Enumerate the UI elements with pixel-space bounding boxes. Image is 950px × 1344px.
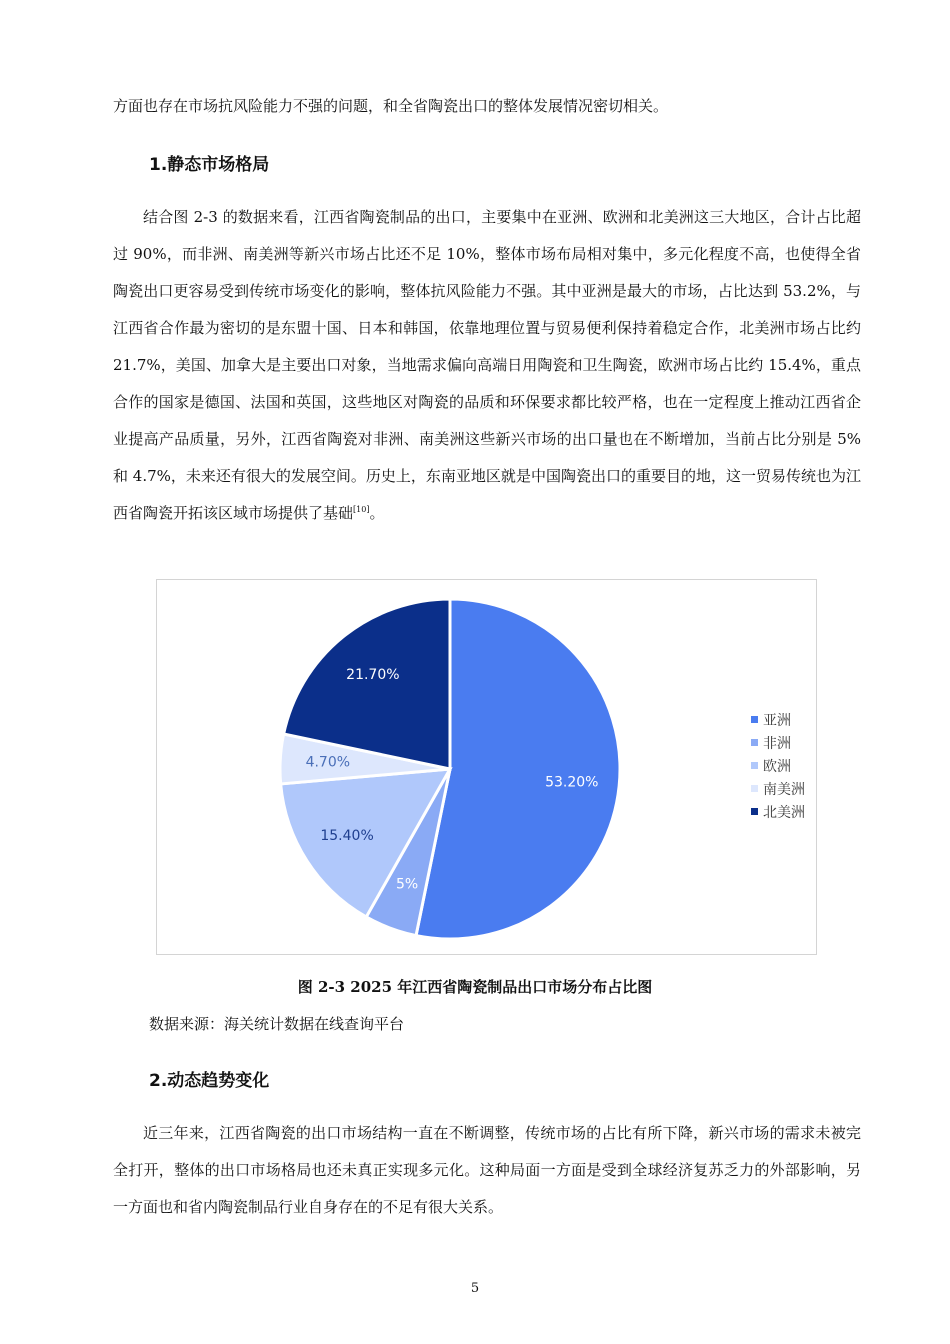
legend-swatch-5 bbox=[751, 808, 758, 815]
citation: [10] bbox=[353, 505, 370, 514]
section-heading-2: 2.动态趋势变化 bbox=[149, 1071, 270, 1091]
pie-data-label-2: 5% bbox=[395, 876, 419, 893]
legend-swatch-4 bbox=[751, 785, 758, 792]
body-paragraph-1 bbox=[113, 199, 861, 532]
intro-paragraph: 方面也存在市场抗风险能力不强的问题，和全省陶瓷出口的整体发展情况密切相关。 bbox=[113, 97, 669, 115]
figure-caption: 图 2-3 2025 年江西省陶瓷制品出口市场分布占比图 bbox=[297, 978, 653, 996]
legend-swatch-1 bbox=[751, 716, 758, 723]
paragraph-end: 。 bbox=[369, 504, 385, 522]
legend-label-3: 欧洲 bbox=[763, 759, 791, 775]
pie-data-label-3: 15.40% bbox=[320, 828, 374, 845]
legend-label-4: 南美洲 bbox=[763, 782, 805, 798]
legend-label-1: 亚洲 bbox=[763, 713, 791, 729]
legend-swatch-3 bbox=[751, 762, 758, 769]
pie-data-label-4: 4.70% bbox=[305, 754, 351, 771]
pie-chart bbox=[157, 580, 816, 954]
page-number: 5 bbox=[470, 1281, 480, 1296]
legend-label-5: 北美洲 bbox=[763, 805, 805, 821]
figure-frame bbox=[156, 579, 817, 955]
paragraph-text: 结合图 2-3 的数据来看，江西省陶瓷制品的出口，主要集中在亚洲、欧洲和北美洲这三大地区，合计占比超过 90%，而非洲、南美洲等新兴市场占比还不足 10%，整体市场布局相对集中，多元化程度不高，也使得全省陶瓷出口更容易受到传统市场变化的影响，整体抗风险能力不强。其中亚洲是最大的市场，占比达到 53.2%，与江西省合作最为密切的是东盟十国、日本和韩国，依靠地理位置与贸易便利保持着稳定合作，北美洲市场占比约 21.7%，美国、加拿大是主要出口对象，当地需求偏向高端日用陶瓷和卫生陶瓷，欧洲市场占比约 15.4%，重点合作的国家是德国、法国和英国，这些地区对陶瓷的品质和环保要求都比较严格，也在一定程度上推动江西省企业提高产品质量，另外，江西省陶瓷对非洲、南美洲这些新兴市场的出口量也在不断增加，当前占比分别是 5%和 4.7%，未来还有很大的发展空间。历史上，东南亚地区就是中国陶瓷出口的重要目的地，这一贸易传统也为江西省陶瓷开拓该区域市场提供了基础 bbox=[113, 208, 861, 522]
legend-swatch-2 bbox=[751, 739, 758, 746]
legend-label-2: 非洲 bbox=[763, 736, 791, 752]
data-source: 数据来源：海关统计数据在线查询平台 bbox=[149, 1015, 405, 1033]
pie-data-label-1: 53.20% bbox=[545, 774, 599, 791]
body-paragraph-2: 近三年来，江西省陶瓷的出口市场结构一直在不断调整，传统市场的占比有所下降，新兴市场的需求未被完全打开，整体的出口市场格局也还未真正实现多元化。这种局面一方面是受到全球经济复苏乏力的外部影响，另一方面也和省内陶瓷制品行业自身存在的不足有很大关系。 bbox=[113, 1124, 861, 1216]
section-heading-1: 1.静态市场格局 bbox=[149, 155, 270, 175]
pie-data-label-5: 21.70% bbox=[346, 666, 400, 683]
